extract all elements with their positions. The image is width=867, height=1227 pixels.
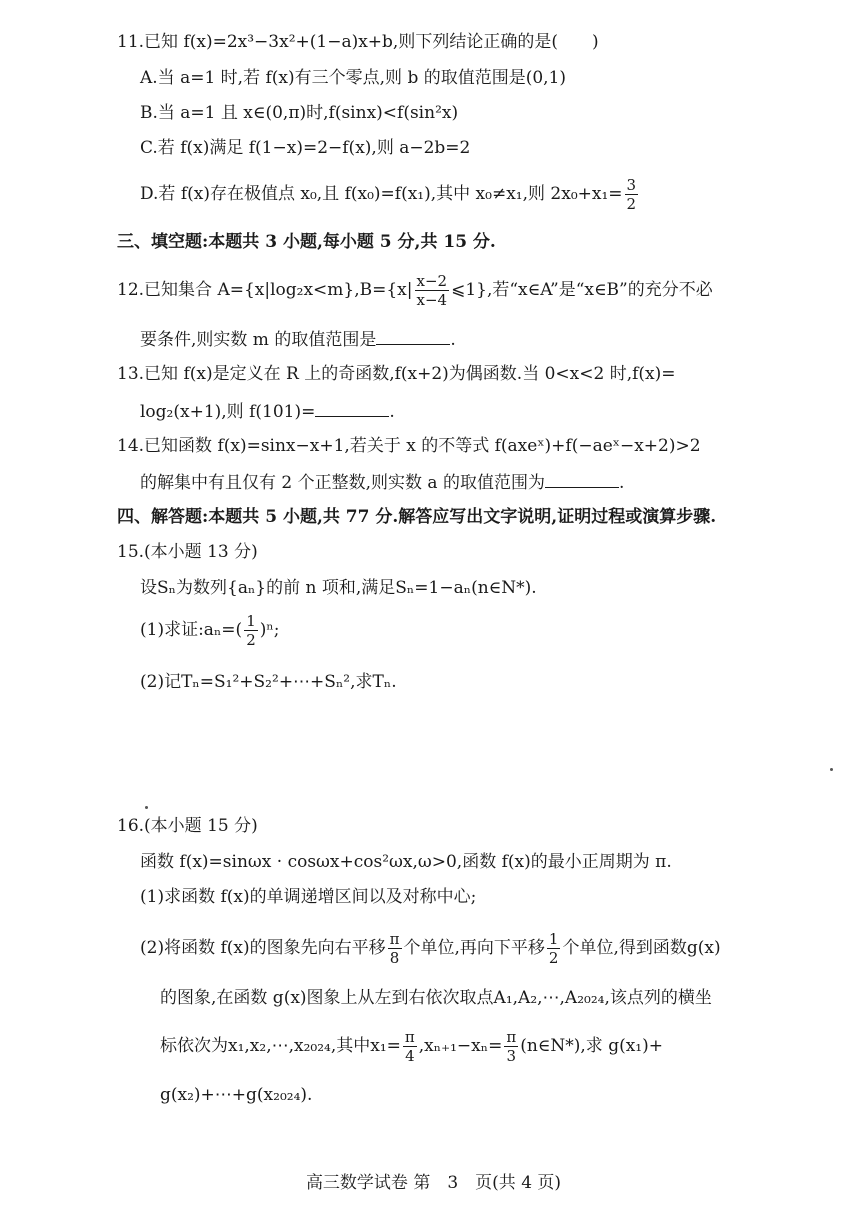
q16-part2-text-a: (2)将函数 f(x)的图象先向右平移 <box>140 938 386 958</box>
q12-line2-end: . <box>450 330 456 350</box>
q12-line1-prefix: 12.已知集合 A={x|log₂x<m},B={x| <box>117 280 413 300</box>
fraction-numerator: π <box>404 1028 415 1046</box>
section-4-heading: 四、解答题:本题共 5 小题,共 77 分.解答应写出文字说明,证明过程或演算步骤. <box>117 507 717 527</box>
q16-stem: 函数 f(x)=sinωx · cosωx+cos²ωx,ω>0,函数 f(x)的最小正周期为 π. <box>140 852 672 872</box>
q13-line2-end: . <box>389 402 395 422</box>
q11-option-d-fraction <box>625 176 639 213</box>
q12-line2 <box>140 326 456 352</box>
q11-option-d-text: D.若 f(x)存在极值点 x₀,且 f(x₀)=f(x₁),其中 x₀≠x₁,则 2x₀+x₁= <box>140 184 623 204</box>
q13-line2-text: log₂(x+1),则 f(101)= <box>140 402 316 422</box>
fraction-denominator: 2 <box>246 631 256 649</box>
q16-line3-fraction-2 <box>504 1028 518 1065</box>
q14-line2 <box>140 469 624 495</box>
q16-part2-line2: 的图象,在函数 g(x)图象上从左到右依次取点A₁,A₂,⋯,A₂₀₂₄,该点列的横坐 <box>160 988 712 1008</box>
q16-line3-text-c: (n∈N*),求 g(x₁)+ <box>520 1036 663 1056</box>
q15-title: 15.(本小题 13 分) <box>117 542 258 562</box>
fraction-numerator: 1 <box>246 612 256 630</box>
fraction-denominator: 4 <box>405 1047 415 1065</box>
q16-part2-line4: g(x₂)+⋯+g(x₂₀₂₄). <box>160 1085 313 1105</box>
q14-line2-text: 的解集中有且仅有 2 个正整数,则实数 a 的取值范围为 <box>140 473 545 493</box>
q11-option-c: C.若 f(x)满足 f(1−x)=2−f(x),则 a−2b=2 <box>140 138 471 158</box>
fraction-numerator: π <box>389 930 400 948</box>
q11-option-b: B.当 a=1 且 x∈(0,π)时,f(sinx)<f(sin²x) <box>140 103 459 123</box>
q15-part1 <box>140 608 279 652</box>
q15-stem: 设Sₙ为数列{aₙ}的前 n 项和,满足Sₙ=1−aₙ(n∈N*). <box>140 578 537 598</box>
q16-part2-line1 <box>140 926 721 970</box>
stray-dot <box>145 806 148 809</box>
fraction-numerator: π <box>506 1028 517 1046</box>
q16-line3-text-a: 标依次为x₁,x₂,⋯,x₂₀₂₄,其中x₁= <box>160 1036 401 1056</box>
fraction-denominator: 2 <box>548 949 559 967</box>
q14-line2-end: . <box>618 473 625 493</box>
q11-option-a: A.当 a=1 时,若 f(x)有三个零点,则 b 的取值范围是(0,1) <box>140 68 567 88</box>
q13-line2 <box>140 398 395 424</box>
q14-answer-blank[interactable] <box>545 469 619 488</box>
q14-line1: 14.已知函数 f(x)=sinx−x+1,若关于 x 的不等式 f(axeˣ)+f(−aeˣ−x+2)>2 <box>117 436 701 456</box>
q15-part2: (2)记Tₙ=S₁²+S₂²+⋯+Sₙ²,求Tₙ. <box>140 672 397 692</box>
fraction-denominator: x−4 <box>416 291 448 309</box>
fraction-denominator: 8 <box>389 949 400 967</box>
q12-fraction <box>415 272 450 309</box>
q16-part2-text-b: 个单位,再向下平移 <box>403 938 545 958</box>
q16-line3-text-b: ,xₙ₊₁−xₙ= <box>418 1036 503 1056</box>
q16-part2-fraction-2 <box>547 930 561 967</box>
q16-part2-line3 <box>160 1024 663 1068</box>
fraction-denominator: 2 <box>626 195 637 213</box>
q16-part2-text-c: 个单位,得到函数g(x) <box>562 938 721 958</box>
q12-line2-text: 要条件,则实数 m 的取值范围是 <box>140 330 377 350</box>
q16-part1: (1)求函数 f(x)的单调递增区间以及对称中心; <box>140 887 477 907</box>
q11-option-d <box>140 172 640 216</box>
q12-line1 <box>117 268 713 312</box>
q13-line1: 13.已知 f(x)是定义在 R 上的奇函数,f(x+2)为偶函数.当 0<x<2 时,f(x)= <box>117 364 676 384</box>
fraction-numerator: x−2 <box>416 272 448 290</box>
q15-part1-suffix: )ⁿ; <box>259 620 280 640</box>
section-3-heading: 三、填空题:本题共 3 小题,每小题 5 分,共 15 分. <box>117 232 496 252</box>
q16-line3-fraction-1 <box>403 1028 417 1065</box>
q12-answer-blank[interactable] <box>376 326 450 345</box>
fraction-denominator: 3 <box>506 1047 517 1065</box>
q15-part1-fraction <box>244 612 258 649</box>
stray-dot <box>830 768 833 771</box>
fraction-numerator: 3 <box>626 176 637 194</box>
page-footer: 高三数学试卷 第 3 页(共 4 页) <box>305 1173 562 1193</box>
fraction-numerator: 1 <box>548 930 559 948</box>
q15-part1-prefix: (1)求证:aₙ=( <box>140 620 243 640</box>
q16-title: 16.(本小题 15 分) <box>117 816 258 836</box>
q16-part2-fraction-1 <box>388 930 402 967</box>
q12-line1-suffix: ⩽1},若“x∈A”是“x∈B”的充分不必 <box>451 280 713 300</box>
q13-answer-blank[interactable] <box>315 398 389 417</box>
q11-stem: 11.已知 f(x)=2x³−3x²+(1−a)x+b,则下列结论正确的是( ) <box>117 32 599 52</box>
